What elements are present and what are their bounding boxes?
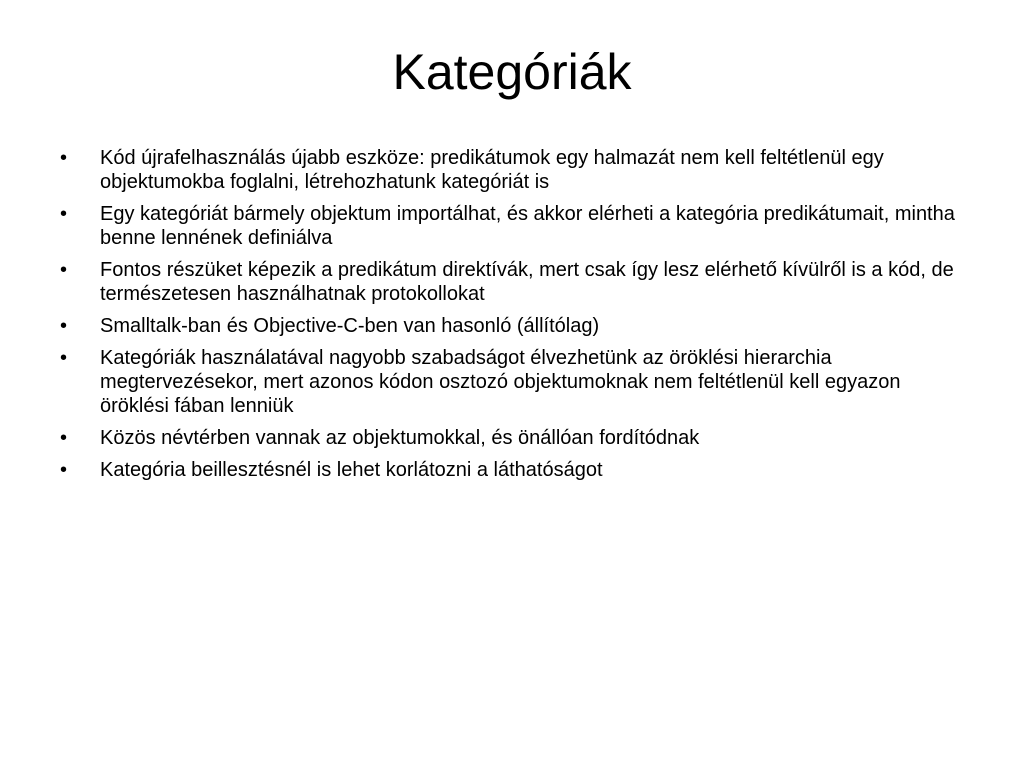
bullet-item — [60, 314, 960, 338]
slide-title: Kategóriák — [392, 44, 632, 100]
bullet-text: Smalltalk-ban és Objective-C-ben van hasonló (állítólag) — [100, 315, 600, 337]
bullet-icon: • — [60, 459, 68, 481]
bullet-text: Egy kategóriát bármely objektum importálhat, és akkor elérheti a kategória predikátumait, mintha benne lennének definiálva — [100, 203, 955, 249]
bullet-text: Kategória beillesztésnél is lehet korlátozni a láthatóságot — [100, 459, 603, 481]
bullet-text: Kód újrafelhasználás újabb eszköze: predikátumok egy halmazát nem kell feltétlenül egy objektumokba foglalni, létrehozhatunk kategóriát is — [100, 147, 884, 193]
bullet-item — [60, 202, 960, 250]
bullet-item — [60, 346, 960, 418]
bullet-text: Kategóriák használatával nagyobb szabadságot élvezhetünk az öröklési hierarchia megtervezésekor, mert azonos kódon osztozó objektumoknak nem feltétlenül kell egyazon öröklési fában lenniük — [100, 347, 901, 417]
bullet-icon: • — [60, 427, 68, 449]
bullet-item — [60, 146, 960, 194]
bullet-icon: • — [60, 347, 68, 369]
bullet-icon: • — [60, 259, 68, 281]
bullet-item — [60, 426, 960, 450]
bullet-icon: • — [60, 315, 68, 337]
bullet-item — [60, 458, 960, 482]
bullet-item — [60, 258, 960, 306]
bullet-icon: • — [60, 203, 68, 225]
bullet-icon: • — [60, 147, 68, 169]
bullet-list — [60, 146, 960, 490]
bullet-text: Fontos részüket képezik a predikátum direktívák, mert csak így lesz elérhető kívülről is a kód, de természetesen használhatnak protokollokat — [100, 259, 954, 305]
bullet-text: Közös névtérben vannak az objektumokkal, és önállóan fordítódnak — [100, 427, 700, 449]
